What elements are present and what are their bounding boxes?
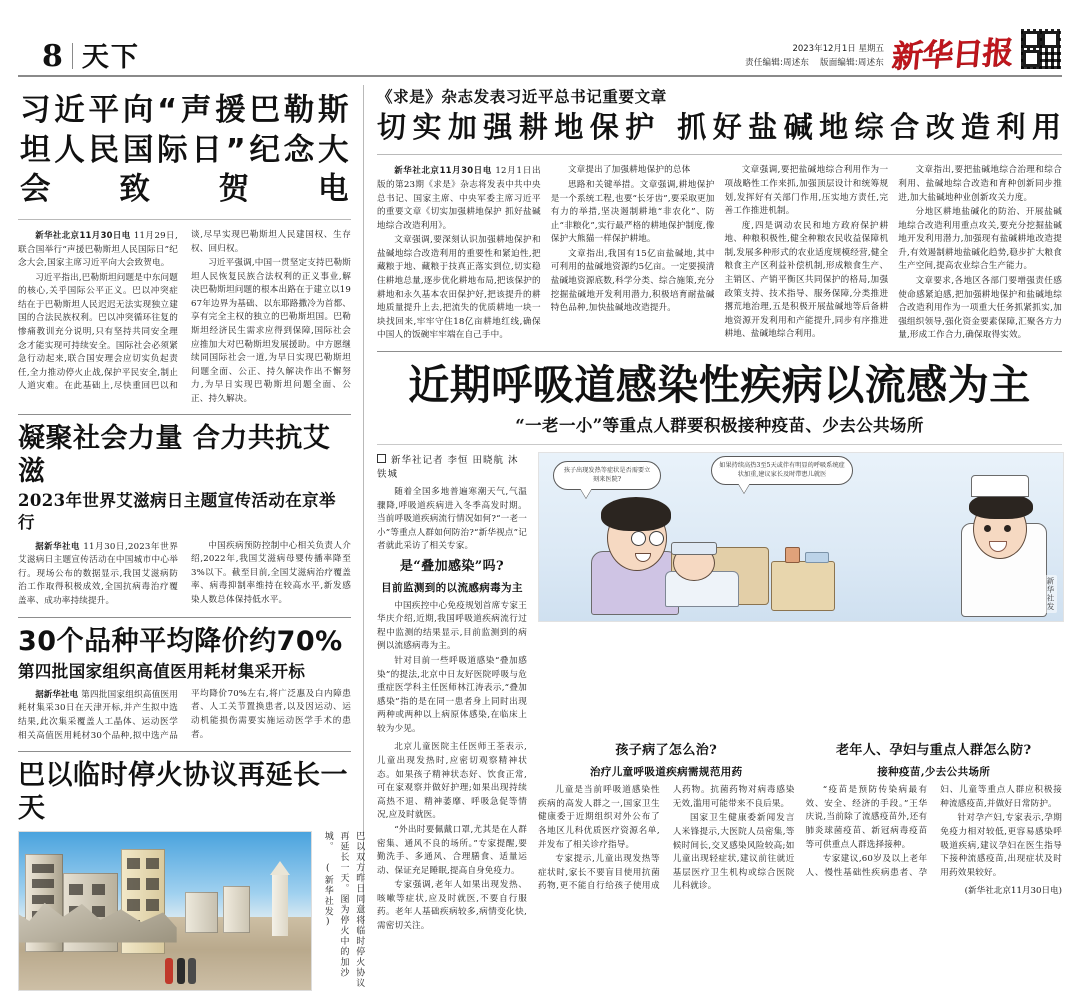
- subhead-aids-day: 2023年世界艾滋病日主题宣传活动在京举行: [18, 491, 336, 533]
- cartoon-medicine: [805, 552, 829, 563]
- paragraph: 文章强调,要把盐碱地综合利用作为一项战略性工作来抓,加强顶层设计和统筹规划,发挥好有关部门作用,压实地方责任,完善工作推进机制。: [724, 165, 889, 217]
- paragraph: 中国疾控中心免疫规划首席专家王华庆介绍,近期,我国呼吸道疾病流行过程中监测的结果显示,目前监测到的病例以流感病毒为主。: [377, 600, 527, 652]
- editor-line: [737, 56, 884, 70]
- section-elderly: [806, 741, 1063, 895]
- feature-top-row: [377, 452, 1062, 737]
- section-heading-1: 是“叠加感染”吗?: [399, 558, 505, 574]
- paragraph: 专家建议,60岁及以上老年人、慢性基础性疾病患者、孕妇、儿童等重点人群应积极接种流感疫苗,并做好日常防护。: [805, 785, 1062, 878]
- divider: [377, 154, 1062, 155]
- headline-xi-palestine: 习近平向“声援巴勒斯坦人民国际日”纪念大会致贺电: [20, 93, 349, 208]
- cartoon-doctor-cap: [971, 475, 1029, 497]
- article-aids-day: [18, 423, 351, 609]
- photo-person: [165, 958, 173, 984]
- cartoon-nightstand: [771, 561, 835, 611]
- headline-farmland-protection: 切实加强耕地保护 抓好盐碱地综合改造利用: [377, 110, 1062, 145]
- section-heading-2: 孩子病了怎么治?: [615, 743, 718, 759]
- shoulder-qiushi: 《求是》杂志发表习近平总书记重要文章: [377, 87, 667, 106]
- paragraph: 习近平指出,巴勒斯坦问题是中东问题的核心,关乎国际公平正义。巴以冲突症结在于巴勒斯坦人民迟迟无法实现独立建国的合法民族权利。巴以冲突循环往复的惨痛教训充分说明,只有坚持共同安全理念才能实现可持续安全。国际社会必须紧急行动起来,联合国安理会应切实负起责任,全力推动停火止战,保护平民安全,制止人道灾难。在此基础上,尽快重回巴以和谈,尽早实现巴勒斯坦人民建国权、生存权、回归权。: [18, 229, 351, 392]
- byline-text: 新华社记者 李恒 田晓航 沐铁城: [377, 455, 519, 481]
- masthead-right: [737, 28, 1062, 75]
- headline-gaza-truce: 巴以临时停火协议再延长一天: [18, 760, 348, 824]
- photo-block: [18, 830, 365, 991]
- divider: [18, 617, 351, 618]
- article-xi-palestine: [18, 91, 351, 406]
- cartoon-wrapper: [538, 452, 1062, 737]
- divider: [377, 351, 1062, 352]
- masthead-divider: [72, 43, 73, 69]
- paragraph: 中国疾病预防控制中心相关负责人介绍,2022年,我国艾滋病母婴传播率降至3%以下。截至目前,全国艾滋病治疗覆盖率、病毒抑制率维持在较高水平,新发感染人数总体保持低水平。: [191, 540, 351, 606]
- cartoon-parent-glasses: [649, 531, 664, 546]
- divider: [18, 219, 351, 220]
- responsible-editor: 责任编辑:周述东: [745, 57, 810, 68]
- subhead-medical-procurement: 第四批国家组织高值医用耗材集采开标: [18, 661, 306, 681]
- paragraph: [18, 229, 178, 271]
- paragraph: 随着全国多地普遍寒潮天气,气温骤降,呼吸道疾病进入冬季高发时期。当前呼吸道疾病流行情况如何?“一老一小”等重点人群如何防治?“新华视点”记者就此采访了相关专家。: [377, 487, 527, 552]
- section-heading-3: 老年人、孕妇与重点人群怎么防?: [835, 743, 1032, 759]
- divider: [377, 444, 1062, 445]
- paragraph: 针对孕产妇,专家表示,孕期免疫力相对较低,更容易感染呼吸道疾病,建议孕妇在医生指导下接种流感疫苗,出现症状及时用药效果较好。: [940, 813, 1062, 878]
- photo-building: [223, 886, 249, 933]
- headline-respiratory-illness: 近期呼吸道感染性疾病以流感为主: [408, 360, 1031, 409]
- cartoon-parent-hair: [601, 497, 671, 531]
- dateline: 新华社北京11月30日电: [35, 229, 131, 240]
- photo-person: [188, 958, 196, 984]
- subhead-respiratory-illness: “一老一小”等重点人群要积极接种疫苗、少去公共场所: [515, 415, 924, 435]
- brand-logo: 新华日报: [890, 34, 1014, 75]
- paragraph: 针对目前一些呼吸道感染“叠加感染”的提法,北京中日友好医院呼吸与危重症医学科主任医师林江涛表示,“叠加感染”指的是在同一患者身上同时出现两种或两种以上病原体感染,在临床上较为少见。: [377, 656, 527, 734]
- paragraph-text: 12月1日出版的第23期《求是》杂志将发表中共中央总书记、国家主席、中央军委主席习近平的重要文章《切实加强耕地保护 抓好盐碱地综合改造利用》。: [377, 166, 541, 231]
- feature-bottom-row: [377, 741, 1062, 934]
- paragraph-text: 11月29日,联合国举行“声援巴勒斯坦人民国际日”纪念大会,国家主席习近平向大会致贺电。: [18, 230, 178, 269]
- paragraph: 北京儿童医院主任医师王荃表示,儿童出现发热时,应密切观察精神状态。如果孩子精神状态好、饮食正常,可在家观察并做好护理;如果出现持续高热不退、精神萎靡、呼吸急促等情况,应及时就医。: [377, 742, 527, 821]
- cartoon-cup: [785, 547, 800, 563]
- paragraph: “外出时要佩戴口罩,尤其是在人群密集、通风不良的场所。”专家提醒,要勤洗手、多通风、合理膳食、适量运动、保证充足睡眠,提高自身免疫力。: [377, 824, 527, 876]
- headline-aids-day: 凝聚社会力量 合力共抗艾滋: [18, 423, 331, 487]
- feature-sections: [538, 741, 1062, 934]
- paragraph-text: 11月30日,2023年世界艾滋病日主题宣传活动在中国城市中心举行。现场公布的数据显示,我国艾滋病防治工作取得积极成效,全国抗病毒治疗覆盖率、成功率持续提升。: [18, 541, 178, 607]
- section-subheading-2: 治疗儿童呼吸道疾病需规范用药: [589, 766, 743, 779]
- cartoon-child-towel: [671, 542, 717, 555]
- masthead: [18, 0, 1062, 77]
- divider: [18, 414, 351, 415]
- paragraph: 分地区耕地盐碱化的防治、开展盐碱地综合改造利用重点攻关,要充分挖掘盐碱地开发利用潜力,加强现有盐碱耕地改造提升,有效遏制耕地盐碱化趋势,稳步扩大粮食生产空间,提高农业综合生产能力。: [898, 207, 1062, 272]
- issue-date: 2023年12月1日 星期五: [792, 43, 884, 54]
- paragraph: “疫苗是预防传染病最有效、安全、经济的手段。”王华庆说,当前除了流感疫苗外,还有肺炎球菌疫苗、新冠病毒疫苗等可供重点人群选择接种。: [805, 785, 928, 850]
- paragraph: 思路和关键举措。文章强调,耕地保护是一个系统工程,也要“长牙齿”,要采取更加有力的举措,坚决遏制耕地“非农化”、防止“非粮化”,实行最严格的耕地保护制度,像保护大熊猫一样保护耕地。: [550, 179, 715, 245]
- dateline: 据新华社电: [35, 540, 81, 551]
- section-body-2: [538, 784, 795, 894]
- section-subheading-3: 接种疫苗,少去公共场所: [877, 766, 991, 779]
- section-title: 天下: [81, 42, 140, 73]
- feature-section-columns: [538, 741, 1062, 895]
- paragraph: 儿童是当前呼吸道感染性疾病的高发人群之一,国家卫生健康委于近期组织对外公布了各地区儿科优质医疗资源名单,并发布了相关诊疗指导。: [538, 785, 660, 850]
- paragraph: 文章指出,我国有15亿亩盐碱地,其中可利用的盐碱地资源约5亿亩。一定要摸清盐碱地资源底数,科学分类、综合施策,充分挖掘盐碱地开发利用潜力,积极培育耐盐碱特色品种,加快盐碱地改造提升。: [550, 248, 715, 314]
- dateline: 据新华社电: [35, 688, 79, 699]
- article-farmland-protection: [377, 85, 1062, 343]
- issue-meta: [737, 42, 884, 70]
- photo-person: [177, 958, 185, 984]
- paragraph: 专家强调,老年人如果出现发热、咳嗽等症状,应及时就医,不要自行服药。老年人基础疾病较多,病情变化快,需密切关注。: [377, 880, 527, 931]
- masthead-left: [18, 40, 140, 72]
- paragraph: 习近平强调,中国一贯坚定支持巴勒斯坦人民恢复民族合法权利的正义事业,解决巴勒斯坦问题的根本出路在于建立以1967年边界为基础、以东耶路撒冷为首都、享有完全主权的独立的巴勒斯坦国。巴勒斯坦经济民生需求应得到保障,国际社会应推加大对巴勒斯坦发展援助。中方愿继续同国际社会一道,为早日实现巴勒斯坦问题全面、公正、持久解决作出不懈努力,为早日实现巴勒斯坦问题全面、公正、持久解决。: [191, 258, 351, 404]
- paragraph: 文章要求,各地区各部门要增强责任感使命感紧迫感,把加强耕地保护和盐碱地综合改造利用作为一项重大任务抓紧抓实,加强组织领导,强化资金要素保障,汇聚各方力量,形成工作合力,确保取得实效。: [898, 276, 1062, 341]
- byline: [377, 452, 527, 480]
- photo-building: [185, 892, 217, 933]
- speech-bubble-parent: 孩子出现发热等症状是否需要立刻来医院?: [553, 461, 661, 490]
- paragraph: [18, 540, 178, 609]
- paragraph: 文章指出,要把盐碱地综合治理和综合利用、盐碱地综合改造和育种创新同步推进,加大盐碱地种业创新攻关力度。: [898, 165, 1062, 203]
- feature-col-filler: [377, 741, 527, 934]
- headline-medical-procurement: 30个品种平均降价约70%: [18, 626, 343, 658]
- paragraph: 文章强调,要深刻认识加强耕地保护和盐碱地综合改造利用的重要性和紧迫性,把藏粮于地、藏粮于技真正落实到位,切实稳住耕地总量,逐步优化耕地布局,把该保护的耕地和永久基本农田保护好,把该提升的耕地质量提升上去,把流失的优质耕地一块一块找回来,牢牢守住18亿亩耕地红线,确保中国人的饭碗牢牢端在自己手中。: [377, 235, 541, 341]
- paragraph: [377, 164, 541, 233]
- paragraph: 专家提示,儿童出现发热等症状时,家长不要盲目使用抗菌药物,更不能自行给孩子使用成人药物。抗菌药物对病毒感染无效,滥用可能带来不良后果。: [538, 785, 795, 892]
- section-subheading-1: 目前监测到的以流感病毒为主: [381, 581, 523, 594]
- photo-caption: 巴以双方昨日同意将临时停火协议再延长一天。图为停火中的加沙城。 (新华社发): [322, 830, 365, 989]
- article-gaza-truce: [18, 760, 365, 991]
- bullet-square-icon: [377, 454, 386, 463]
- feature-lead-column: [377, 452, 527, 737]
- right-column: [364, 85, 1062, 929]
- section-body-3: [806, 784, 1063, 881]
- article-respiratory-illness: [377, 360, 1062, 935]
- layout-editor: 版面编辑:周述东: [820, 57, 884, 68]
- left-column: [18, 85, 365, 989]
- photo-gaza-ruins: [18, 831, 312, 991]
- speech-bubble-doctor: 如果持续高热3至5天或伴有明显的呼吸系统症状加重,建议家长及时带患儿就医: [711, 456, 853, 485]
- paragraph: [18, 688, 351, 743]
- paragraph-text: 第四批国家组织高值医用耗材集采30日在天津开标,并产生拟中选结果,此次集采覆盖人工晶体、运动医学相关高值医用耗材30个品种,拟中选产品平均降价70%左右,将广泛惠及白内障患者、人工关节置换患者,以及因运动、运动机能损伤需要实施运动医学手术的患者。: [18, 688, 351, 741]
- page-number: 8: [42, 39, 63, 74]
- article-endnote: (新华社北京11月30日电): [964, 885, 1062, 896]
- article-body: [18, 229, 351, 407]
- article-body: [377, 164, 1062, 343]
- paragraph: 国家卫生健康委新闻发言人米锋提示,大医院人员密集,等候时间长,交叉感染风险较高;如儿童出现轻症状,建议前往就近基层医疗卫生机构或综合医院儿科就诊。: [672, 813, 795, 892]
- article-body: [18, 540, 351, 609]
- paragraph: 文章提出了加强耕地保护的总体: [567, 165, 691, 176]
- photo-minaret: [272, 874, 288, 936]
- dateline: 新华社北京11月30日电: [394, 165, 492, 176]
- cartoon-parent-glasses: [631, 531, 646, 546]
- divider: [18, 751, 351, 752]
- article-body: [18, 688, 351, 743]
- cartoon-illustration: [538, 452, 1064, 622]
- section-children: [538, 741, 795, 895]
- article-medical-procurement: [18, 626, 351, 743]
- qr-code-icon[interactable]: [1020, 28, 1062, 70]
- paragraph: 度,四是调动农民和地方政府保护耕地、种粮积极性,健全种粮农民收益保障机制,发展多种形式的农业适度规模经营,健全粮食主产区利益补偿机制,形成粮食生产、主销区、产销平衡区共同保护的格局,加强政策支持、技术指导、服务保障,分类推进撂荒地治理,五是积极开展盐碱地等后备耕地资源开发利用和产能提升,同步有序推进耕地、盐碱地综合利用。: [724, 220, 889, 340]
- cartoon-credit: 新华社发: [1046, 577, 1055, 612]
- page-content: [18, 77, 1062, 989]
